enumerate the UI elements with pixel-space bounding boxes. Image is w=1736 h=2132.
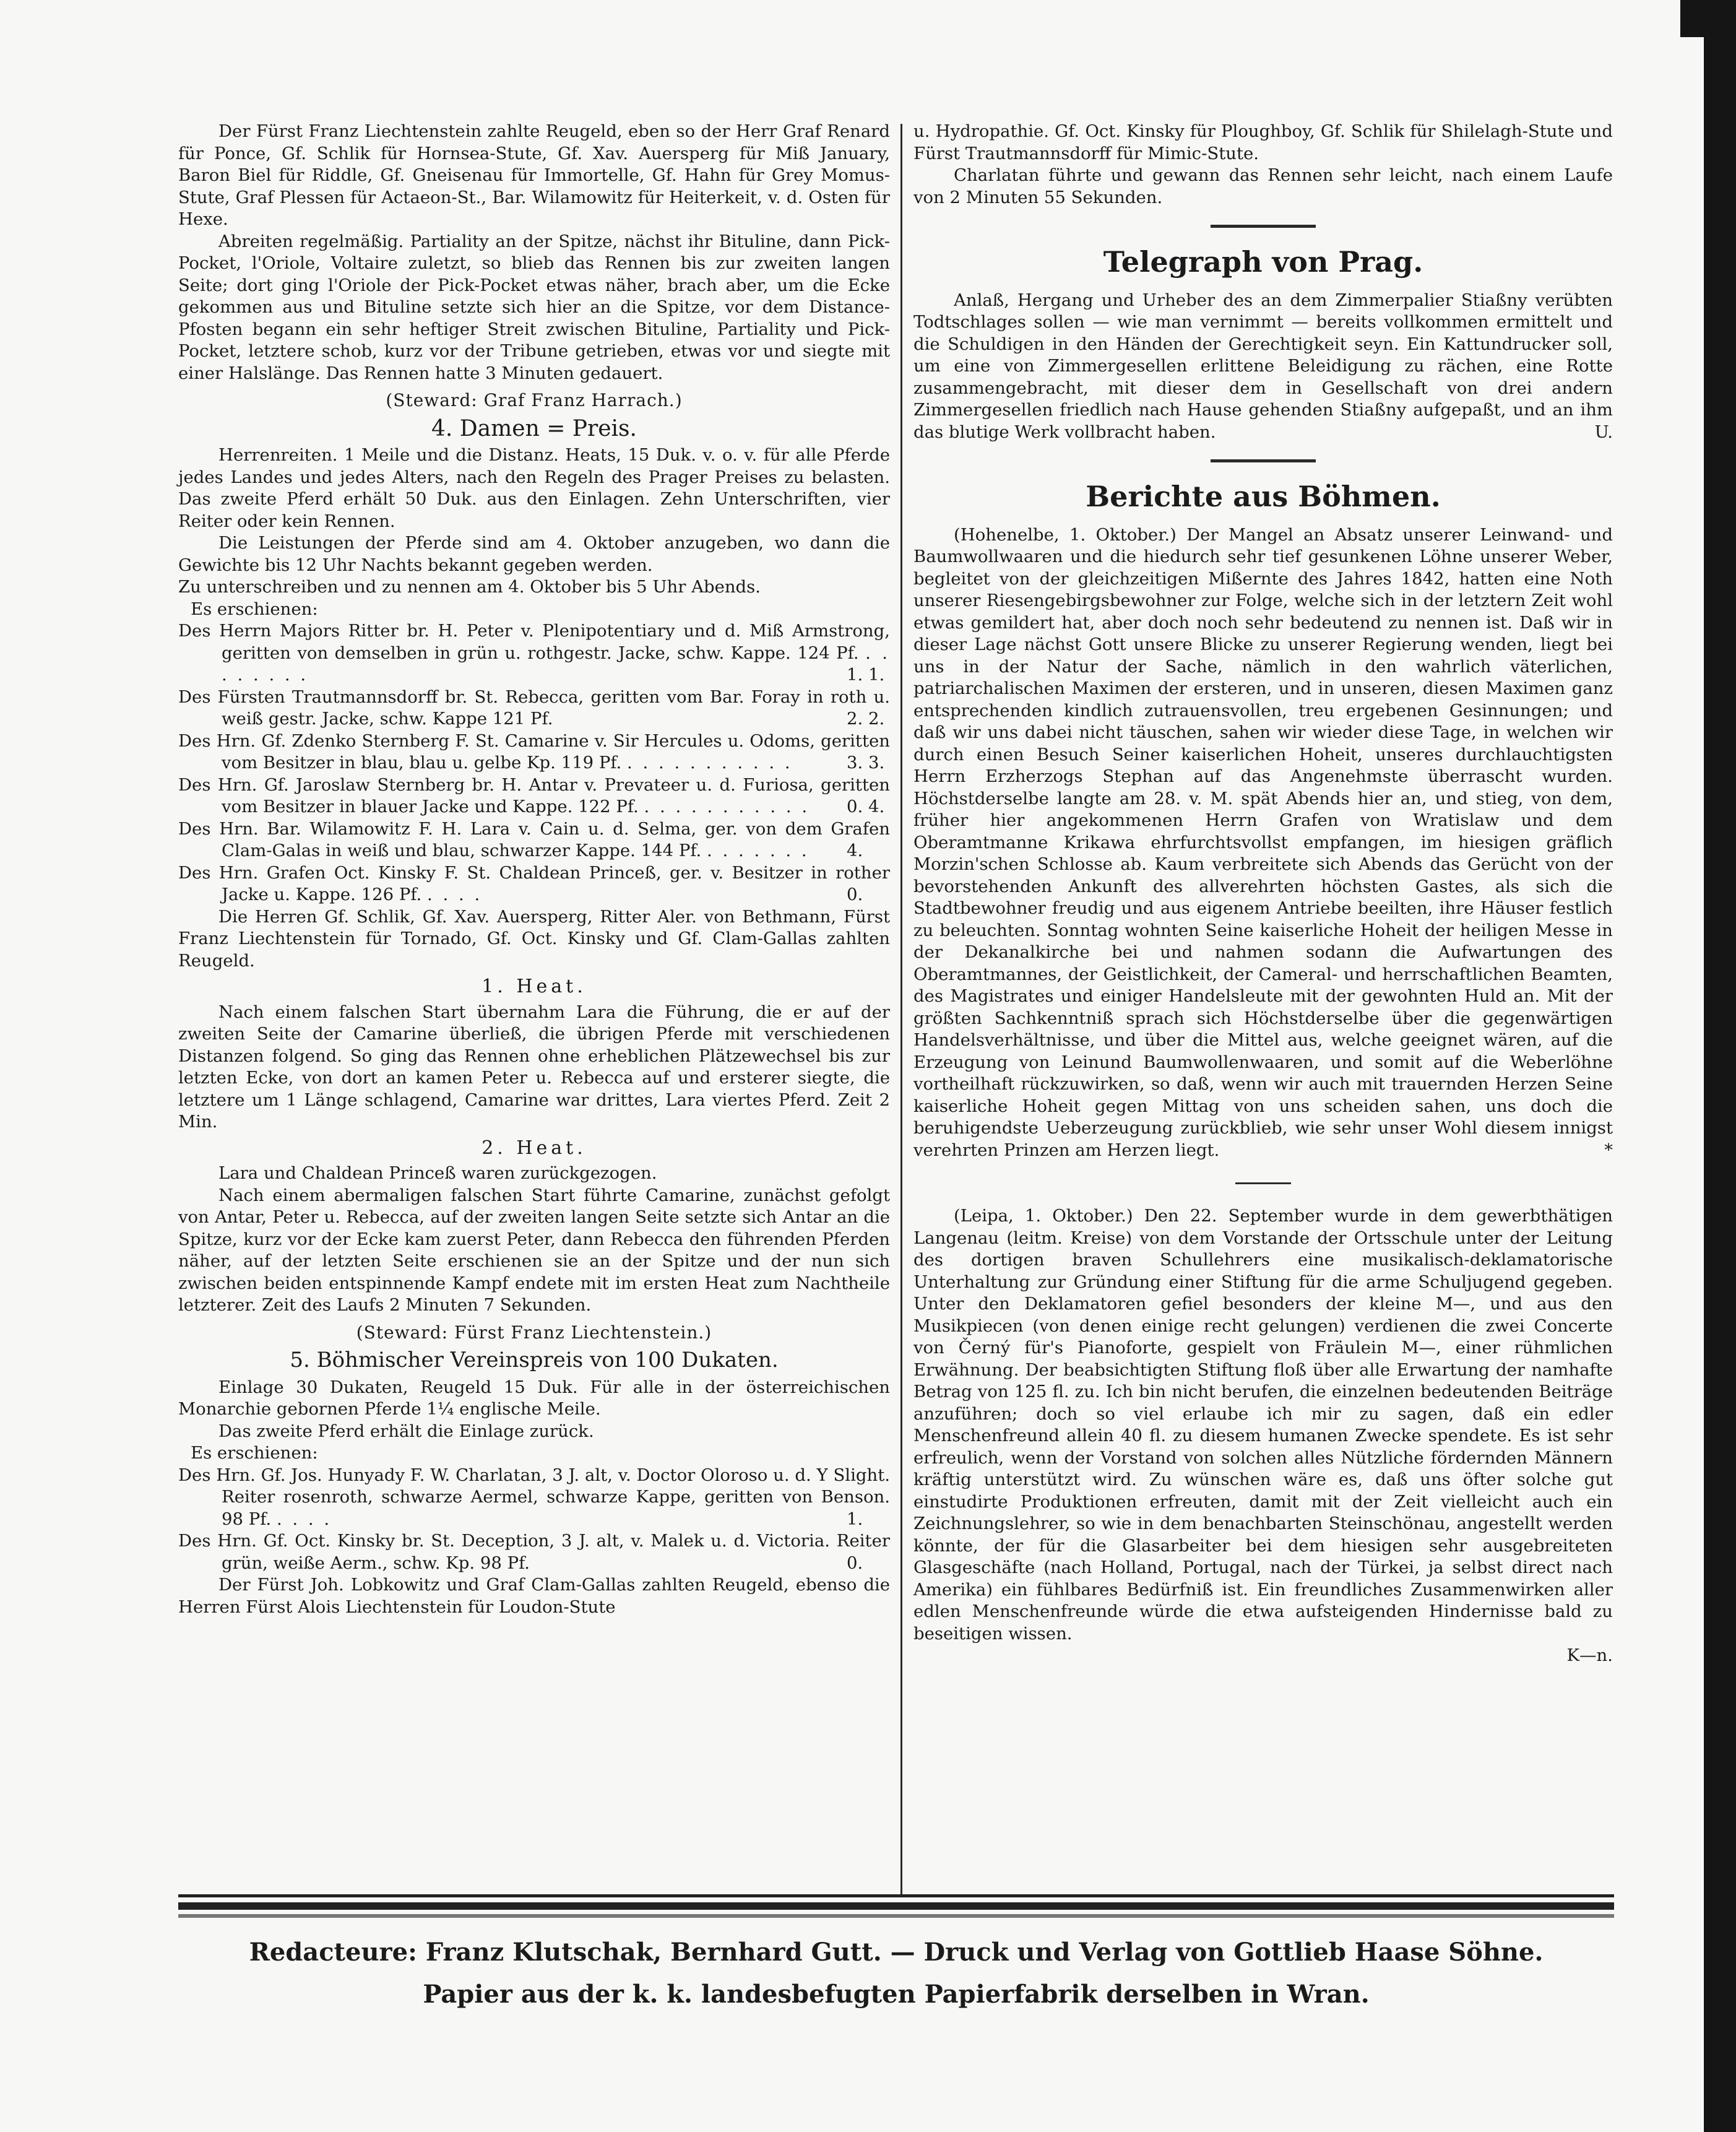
paragraph-einlage-return: Das zweite Pferd erhält die Einlage zurück.	[218, 1421, 594, 1441]
entry-text: Des Fürsten Trautmannsdorff br. St. Rebecca, geritten vom Bar. Foray in roth u. weiß gestr. Jacke, schw. Kappe 121 Pf.	[178, 687, 890, 729]
entry-row: Des Fürsten Trautmannsdorff br. St. Rebecca, geritten vom Bar. Foray in roth u. weiß gestr. Jacke, schw. Kappe 121 Pf. 2. 2.	[178, 687, 890, 729]
paragraph-erschienen-2: Es erschienen:	[191, 1443, 318, 1463]
paragraph-withdrawn: Lara und Chaldean Princeß waren zurückgezogen.	[218, 1163, 657, 1183]
paragraph-race-conditions: Herrenreiten. 1 Meile und die Distanz. Heats, 15 Duk. v. o. v. für alle Pferde jedes Landes und jedes Alters, nach den Regeln des Prager Preises zu belasten. Das zweite Pferd erhält 50 Duk. aus den Einlagen. Zehn Unterschriften, vier Reiter oder kein Rennen.	[178, 445, 890, 531]
entry-text: Des Hrn. Gf. Jaroslaw Sternberg br. H. Antar v. Prevateer u. d. Furiosa, geritten vom Besitzer in blauer Jacke und Kappe. 122 Pf.	[178, 774, 890, 817]
entry-text: Des Hrn. Bar. Wilamowitz F. H. Lara v. Cain u. d. Selma, ger. von dem Grafen Clam-Galas in weiß und blau, schwarzer Kappe. 144 Pf.	[178, 818, 890, 860]
scan-edge-shadow	[1680, 0, 1736, 37]
entry-text: Des Hrn. Gf. Oct. Kinsky br. St. Deception, 3 J. alt, v. Malek u. d. Victoria. Reiter grün, weiße Aerm., schw. Kp. 98 Pf.	[178, 1531, 890, 1573]
paragraph-heat-1: Nach einem falschen Start übernahm Lara die Führung, die er auf der zweiten Seite der Camarine überließ, die übrigen Pferde mit verschiedenen Distanzen folgend. So ging das Rennen ohne erheblichen Plätzewechsel bis zur letzten Ecke, von dort an kamen Peter u. Rebecca auf und ersterer siegte, die letztere um 1 Länge schlagend, Camarine war drittes, Lara viertes Pferd. Zeit 2 Min.	[178, 1002, 890, 1132]
signature: K—n.	[1566, 1645, 1613, 1665]
entry-row: Des Hrn. Bar. Wilamowitz F. H. Lara v. Cain u. d. Selma, ger. von dem Grafen Clam-Galas in weiß und blau, schwarzer Kappe. 144 Pf. . . . . . . . 4.	[178, 818, 890, 860]
paragraph-reugeld-2: Die Herren Gf. Schlik, Gf. Xav. Auersperg, Ritter Aler. von Bethmann, Fürst Franz Liechtenstein für Tornado, Gf. Oct. Kinsky und Gf. Clam-Gallas zahlten Reugeld.	[178, 906, 890, 971]
paragraph-continued: u. Hydropathie. Gf. Oct. Kinsky für Ploughboy, Gf. Schlik für Shilelagh-Stute und Fürst Trautmannsdorff für Mimic-Stute.	[913, 121, 1613, 163]
paragraph-weights: Die Leistungen der Pferde sind am 4. Oktober anzugeben, wo dann die Gewichte bis 12 Uhr Nachts bekannt gegeben werden.	[178, 533, 890, 575]
entry-row: Des Hrn. Grafen Oct. Kinsky F. St. Chaldean Princeß, ger. v. Besitzer in rother Jacke u. Kappe. 126 Pf. . . . . 0.	[178, 862, 890, 904]
section-divider	[1235, 1182, 1291, 1184]
paragraph-telegraph: Anlaß, Hergang und Urheber des an dem Zimmerpalier Stiaßny verübten Todtschlages sollen — wie man vernimmt — bereits vollkommen ermittelt und die Schuldigen in den Händen der Gerechtigkeit seyn. Ein Kattundrucker soll, um eine von Zimmergesellen erlittene Beleidigung zu rächen, eine Rotte zusammengebracht, mit dieser dem in Gesellschaft von drei andern Zimmergesellen friedlich nach Hause gehenden Stiaßny aufgepaßt, und an ihm das blutige Werk vollbracht haben. U.	[913, 290, 1613, 444]
paragraph-hohenelbe: (Hohenelbe, 1. Oktober.) Der Mangel an Absatz unserer Leinwand- und Baumwollwaaren und die hiedurch sehr tief gesunkenen Löhne unserer Weber, begleitet von der gleichzeitigen Mißernte des Jahres 1842, hatten eine Noth unserer Riesengebirgsbewohner zur Folge, welche sich in der letztern Zeit wohl etwas gemildert hat, aber doch noch sehr bedeutend zu nennen ist. Daß wir in dieser Lage nächst Gott unsere Blicke zu unserer Regierung wenden, liegt bei uns in der Natur der Sache, nämlich in den wahrlich väterlichen, patriarchalischen Maximen der ersteren, und in unseren, diesen Maximen ganz entsprechenden kindlich zutrauensvollen, treu ergebenen Gesinnungen; und daß wir uns dabei nicht täuschen, sahen wir wieder diese Tage, in welchen wir durch einen Besuch Seiner kaiserlichen Hoheit, unseres durchlauchtigsten Herrn Erzherzogs Stephan auf das Angenehmste überrascht wurden. Höchstderselbe langte am 28. v. M. spät Abends hier an, und stieg, von dem, früher hier angekommenen Herrn Grafen von Wratislaw und dem Oberamtmanne Krikawa ehrfurchtsvollst empfangen, im hiesigen gräflich Morzin'schen Schlosse ab. Kaum verbreitete sich Abends das Gerücht von der bevorstehenden Ankunft des allverehrten höchsten Gastes, als sich die Stadtbewohner freudig und aus eigenem Antriebe beeilten, ihre Häuser festlich zu beleuchten. Sonntag wohnten Seine kaiserliche Hoheit der heiligen Messe in der Dekanalkirche bei und nahmen sodann die Aufwartungen des Oberamtmannes, der Geistlichkeit, der Cameral- und herrschaftlichen Beamten, des Magistrates und einiger Handelsleute mit der gewohnten Huld an. Mit der größten Sachkenntniß sprach sich Höchstderselbe über die gegenwärtigen Handelsverhältnisse, und über die Mittel aus, welche geeignet wären, auf die Erzeugung von Leinund Baumwollenwaaren, und somit auf die Weberlöhne vortheilhaft rückzuwirken, so daß, wenn wir auch mit trauernden Herzen Seine kaiserliche Hoheit gegen Mittag von uns scheiden sahen, uns doch die beruhigendste Ueberzeugung zurückblieb, wie sehr unser Wohl diesem innigst verehrten Prinzen am Herzen liegt. *	[913, 524, 1613, 1162]
footer-rule	[178, 1914, 1614, 1918]
entry-row: Des Hrn. Gf. Oct. Kinsky br. St. Deception, 3 J. alt, v. Malek u. d. Victoria. Reiter grün, weiße Aerm., schw. Kp. 98 Pf. 0.	[178, 1531, 890, 1573]
heat-heading-1: 1. Heat.	[482, 976, 587, 997]
paragraph-reugeld-3: Der Fürst Joh. Lobkowitz und Graf Clam-Gallas zahlten Reugeld, ebenso die Herren Fürst Alois Liechtenstein für Loudon-Stute	[178, 1575, 890, 1617]
signature: *	[1604, 1140, 1613, 1160]
section-title-berichte: Berichte aus Böhmen.	[1086, 480, 1441, 513]
entry-text: Des Hrn. Grafen Oct. Kinsky F. St. Chaldean Princeß, ger. v. Besitzer in rother Jacke u. Kappe. 126 Pf.	[178, 862, 890, 904]
entry-row: Des Hrn. Gf. Jaroslaw Sternberg br. H. Antar v. Prevateer u. d. Furiosa, geritten vom Besitzer in blauer Jacke und Kappe. 122 Pf. . . . . . . . . . . . 0. 4.	[178, 774, 890, 817]
paragraph-charlatan: Charlatan führte und gewann das Rennen sehr leicht, nach einem Laufe von 2 Minuten 55 Sekunden.	[913, 165, 1613, 207]
entry-text: Des Hrn. Gf. Jos. Hunyady F. W. Charlatan, 3 J. alt, v. Doctor Oloroso u. d. Y Slight. Reiter rosenroth, schwarze Aermel, schwarze Kappe, geritten von Benson. 98 Pf.	[178, 1465, 890, 1529]
steward-line: (Steward: Fürst Franz Liechtenstein.)	[356, 1322, 712, 1343]
entry-row: Des Herrn Majors Ritter br. H. Peter v. Plenipotentiary und d. Miß Armstrong, geritten von demselben in grün u. rothgestr. Jacke, schw. Kappe. 124 Pf. . . . . . . . . 1. 1.	[178, 621, 891, 685]
left-column	[178, 121, 890, 1618]
paragraph-leipa: (Leipa, 1. Oktober.) Den 22. September wurde in dem gewerbthätigen Langenau (leitm. Kreise) von dem Vorstande der Ortsschule unter der Leitung des dortigen braven Schullehrers eine musikalisch-deklamatorische Unterhaltung zur Gründung einer Stiftung für die arme Schuljugend gegeben. Unter den Deklamatoren gefiel besonders der kleine M—, und aus den Musikpiecen (von denen einige recht gelungen) verdienen die zwei Concerte von Černý für's Pianoforte, gespielt von Fräulein M—, einer rühmlichen Erwähnung. Der beabsichtigten Stiftung floß über alle Erwartung der namhafte Betrag von 125 fl. zu. Ich bin nicht berufen, die einzelnen bedeutenden Beiträge anzuführen; doch so viel erlaube ich mir zu sagen, daß ein edler Menschenfreund allein 40 fl. zu diesem humanen Zwecke spendete. Es ist sehr erfreulich, wenn der Vorstand von solchen alles Nützliche fördernden Männern kräftig unterstützt wird. Zu wünschen wäre es, daß uns öfter solche gut einstudirte Produktionen erfreuten, damit mit der Zeit vielleicht auch ein Zeichnungslehrer, so wie in dem benachbarten Steinschönau, angestellt werden könnte, der für die Glasarbeiter bei dem hiesigen sehr ausgebreiteten Glasgeschäfte (nach Holland, Portugal, nach der Türkei, ja selbst direct nach Amerika) ein fühlbares Bedürfniß ist. Ein freundliches Zusammenwirken aller edlen Menschenfreunde würde die etwa aufsteigenden Hindernisse bald zu beseitigen wissen.	[913, 1206, 1613, 1644]
imprint-paper: Papier aus der k. k. landesbefugten Papierfabrik derselben in Wran.	[423, 1980, 1370, 2009]
footer-rule	[178, 1894, 1614, 1897]
paragraph-registration: Zu unterschreiben und zu nennen am 4. Oktober bis 5 Uhr Abends.	[178, 577, 761, 597]
heat-heading-2: 2. Heat.	[482, 1137, 587, 1159]
section-divider	[1211, 225, 1316, 228]
right-column	[913, 121, 1613, 1667]
entry-text: Des Herrn Majors Ritter br. H. Peter v. Plenipotentiary und d. Miß Armstrong, geritten von demselben in grün u. rothgestr. Jacke, schw. Kappe. 124 Pf.	[178, 621, 890, 663]
steward-line: (Steward: Graf Franz Harrach.)	[386, 390, 683, 410]
paragraph-erschienen: Es erschienen:	[191, 599, 318, 619]
entry-row: Des Hrn. Gf. Zdenko Sternberg F. St. Camarine v. Sir Hercules u. Odoms, geritten vom Besitzer in blau, blau u. gelbe Kp. 119 Pf. . . . . . . . . . . . 3. 3.	[178, 730, 890, 773]
section-divider	[1211, 459, 1316, 462]
race-heading-vereinspreis: 5. Böhmischer Vereinspreis von 100 Dukaten.	[290, 1348, 779, 1372]
scan-edge-shadow	[1704, 0, 1736, 2132]
imprint-editors: Redacteure: Franz Klutschak, Bernhard Gutt. — Druck und Verlag von Gottlieb Haase Söhne.	[249, 1938, 1544, 1967]
paragraph-heat-2: Nach einem abermaligen falschen Start führte Camarine, zunächst gefolgt von Antar, Peter u. Rebecca, auf der zweiten langen Seite setzte sich Antar an die Spitze, kurz vor der Ecke kam zuerst Peter, dann Rebecca den führenden Pferden näher, auf der letzten Seite erschienen sie an der Spitze und der nun sich zwischen beiden entspinnende Kampf endete mit im ersten Heat zum Nachtheile letzterer. Zeit des Laufs 2 Minuten 7 Sekunden.	[178, 1185, 890, 1315]
paragraph-reugeld: Der Fürst Franz Liechtenstein zahlte Reugeld, eben so der Herr Graf Renard für Ponce, Gf. Schlik für Hornsea-Stute, Gf. Xav. Auersperg für Miß January, Baron Biel für Riddle, Gf. Gneisenau für Immortelle, Gf. Hahn für Grey Momus-Stute, Graf Plessen für Actaeon-St., Bar. Wilamowitz für Heiterkeit, v. d. Osten für Hexe.	[178, 121, 890, 229]
signature: U.	[1594, 422, 1613, 442]
footer-rule	[178, 1902, 1614, 1910]
race-heading-damen-preis: 4. Damen = Preis.	[431, 415, 637, 441]
entry-text: Des Hrn. Gf. Zdenko Sternberg F. St. Camarine v. Sir Hercules u. Odoms, geritten vom Besitzer in blau, blau u. gelbe Kp. 119 Pf.	[178, 730, 890, 773]
entry-row: Des Hrn. Gf. Jos. Hunyady F. W. Charlatan, 3 J. alt, v. Doctor Oloroso u. d. Y Slight. Reiter rosenroth, schwarze Aermel, schwarze Kappe, geritten von Benson. 98 Pf. . . . . 1.	[178, 1465, 890, 1529]
paragraph-einlage: Einlage 30 Dukaten, Reugeld 15 Duk. Für alle in der österreichischen Monarchie gebornen Pferde 1¼ englische Meile.	[178, 1377, 890, 1419]
section-title-telegraph: Telegraph von Prag.	[1103, 245, 1423, 279]
paragraph-race-report: Abreiten regelmäßig. Partiality an der Spitze, nächst ihr Bituline, dann Pick-Pocket, l'Oriole, Voltaire zuletzt, so blieb das Rennen bis zur zweiten langen Seite; dort ging l'Oriole der Pick-Pocket etwas näher, brach aber, um die Ecke gekommen aus und Bituline setzte sich hier an die Spitze, vor dem Distance-Pfosten begann ein sehr heftiger Streit zwischen Bituline, Partiality und Pick-Pocket, letztere schob, kurz vor der Tribune getrieben, etwas vor und siegte mit einer Halslänge. Das Rennen hatte 3 Minuten gedauert.	[178, 231, 890, 383]
column-divider	[900, 124, 902, 1894]
